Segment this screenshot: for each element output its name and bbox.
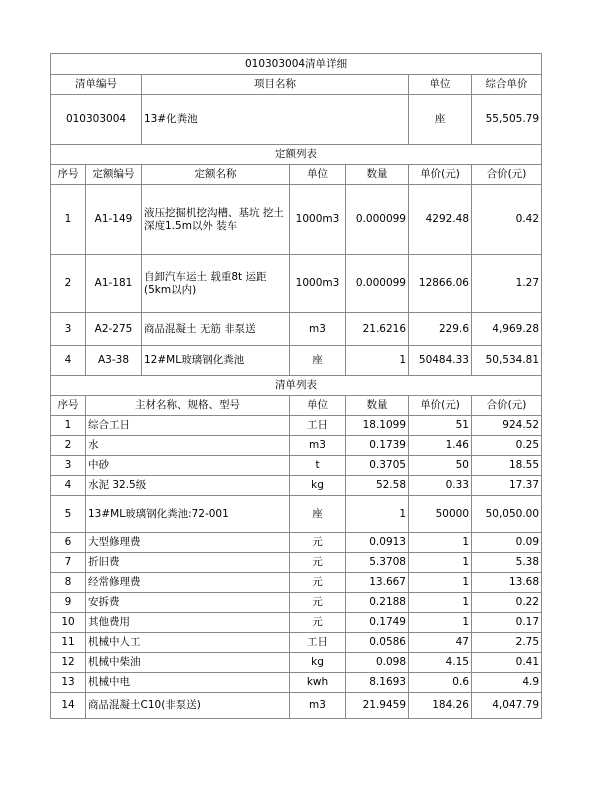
quota-row-qty: 0.000099: [346, 185, 409, 255]
bill-row-qty: 0.0913: [346, 533, 409, 553]
bill-row-qty: 0.1739: [346, 436, 409, 456]
quota-row-total: 0.42: [472, 185, 542, 255]
bill-row-total: 0.25: [472, 436, 542, 456]
quota-col-qty: 数量: [346, 165, 409, 185]
bill-row: [51, 653, 542, 673]
bill-row-name: 综合工日: [86, 416, 290, 436]
bill-row-name: 安拆费: [86, 593, 290, 613]
item-header-row: [51, 75, 542, 95]
bill-col-name: 主材名称、规格、型号: [86, 396, 290, 416]
bill-row-no: 6: [51, 533, 86, 553]
title-row: [51, 54, 542, 75]
bill-row-no: 13: [51, 673, 86, 693]
quota-row-unit: 座: [290, 346, 346, 376]
unit-header: 单位: [409, 75, 472, 95]
quota-col-name: 定额名称: [142, 165, 290, 185]
bill-row-total: 5.38: [472, 553, 542, 573]
bill-row-name: 13#ML玻璃钢化粪池:72-001: [86, 496, 290, 533]
bill-row-name: 机械中柴油: [86, 653, 290, 673]
bill-row-price: 1: [409, 613, 472, 633]
bill-row: [51, 613, 542, 633]
bill-row-price: 50: [409, 456, 472, 476]
bill-row-total: 0.09: [472, 533, 542, 553]
bill-row-qty: 18.1099: [346, 416, 409, 436]
bill-col-unit: 单位: [290, 396, 346, 416]
bill-row: [51, 416, 542, 436]
quota-row-name: 商品混凝土 无筋 非泵送: [142, 313, 290, 346]
quota-row-no: 1: [51, 185, 86, 255]
bill-row-qty: 5.3708: [346, 553, 409, 573]
bill-row-total: 13.68: [472, 573, 542, 593]
bill-row-price: 1: [409, 593, 472, 613]
bill-row-total: 4,047.79: [472, 693, 542, 719]
quota-row-code: A2-275: [86, 313, 142, 346]
bill-section-title: 清单列表: [51, 376, 542, 396]
bill-row-unit: kg: [290, 653, 346, 673]
bill-row: [51, 633, 542, 653]
bill-row-qty: 13.667: [346, 573, 409, 593]
bill-row-name: 其他费用: [86, 613, 290, 633]
bill-detail-table: [50, 53, 542, 719]
price-header: 综合单价: [472, 75, 542, 95]
quota-row-price: 12866.06: [409, 255, 472, 313]
bill-row-name: 中砂: [86, 456, 290, 476]
quota-row-code: A1-181: [86, 255, 142, 313]
quota-row-no: 4: [51, 346, 86, 376]
quota-row-name: 自卸汽车运土 载重8t 运距(5km以内): [142, 255, 290, 313]
quota-row-total: 4,969.28: [472, 313, 542, 346]
bill-row-no: 7: [51, 553, 86, 573]
name-header: 项目名称: [142, 75, 409, 95]
bill-row-total: 2.75: [472, 633, 542, 653]
bill-row-no: 3: [51, 456, 86, 476]
quota-row: [51, 346, 542, 376]
bill-row-no: 8: [51, 573, 86, 593]
bill-row-unit: 工日: [290, 416, 346, 436]
bill-row-no: 4: [51, 476, 86, 496]
bill-col-qty: 数量: [346, 396, 409, 416]
bill-row-name: 机械中人工: [86, 633, 290, 653]
bill-row-name: 水: [86, 436, 290, 456]
quota-row-qty: 0.000099: [346, 255, 409, 313]
quota-col-no: 序号: [51, 165, 86, 185]
item-price: 55,505.79: [472, 95, 542, 145]
bill-row-price: 1: [409, 573, 472, 593]
table-title: 010303004清单详细: [51, 54, 542, 75]
quota-row-name: 液压挖掘机挖沟槽、基坑 挖土深度1.5m以外 装车: [142, 185, 290, 255]
bill-row-unit: 工日: [290, 633, 346, 653]
quota-header-row: [51, 165, 542, 185]
quota-row-unit: 1000m3: [290, 185, 346, 255]
bill-row: [51, 533, 542, 553]
bill-col-price: 单价(元): [409, 396, 472, 416]
bill-row-total: 50,050.00: [472, 496, 542, 533]
bill-row-qty: 0.2188: [346, 593, 409, 613]
bill-row-qty: 21.9459: [346, 693, 409, 719]
bill-row-price: 51: [409, 416, 472, 436]
quota-row: [51, 185, 542, 255]
bill-row-qty: 0.098: [346, 653, 409, 673]
bill-row-qty: 52.58: [346, 476, 409, 496]
bill-row-price: 1: [409, 533, 472, 553]
bill-row-name: 大型修理费: [86, 533, 290, 553]
quota-row-total: 1.27: [472, 255, 542, 313]
item-unit: 座: [409, 95, 472, 145]
bill-row-no: 1: [51, 416, 86, 436]
bill-row: [51, 553, 542, 573]
code-header: 清单编号: [51, 75, 142, 95]
bill-row-unit: m3: [290, 436, 346, 456]
bill-row-total: 17.37: [472, 476, 542, 496]
bill-row-total: 0.22: [472, 593, 542, 613]
quota-row: [51, 255, 542, 313]
quota-row-code: A1-149: [86, 185, 142, 255]
item-name: 13#化粪池: [142, 95, 409, 145]
bill-row: [51, 693, 542, 719]
bill-header-row: [51, 396, 542, 416]
bill-row: [51, 593, 542, 613]
quota-row-no: 2: [51, 255, 86, 313]
quota-col-code: 定额编号: [86, 165, 142, 185]
bill-row-total: 924.52: [472, 416, 542, 436]
bill-row-price: 1.46: [409, 436, 472, 456]
quota-row-price: 229.6: [409, 313, 472, 346]
bill-row-price: 4.15: [409, 653, 472, 673]
bill-section-row: [51, 376, 542, 396]
bill-row-qty: 1: [346, 496, 409, 533]
bill-row-no: 5: [51, 496, 86, 533]
bill-row-unit: 元: [290, 593, 346, 613]
bill-row-no: 11: [51, 633, 86, 653]
quota-section-title: 定额列表: [51, 145, 542, 165]
bill-row-name: 经常修理费: [86, 573, 290, 593]
bill-row-unit: 座: [290, 496, 346, 533]
bill-row: [51, 456, 542, 476]
quota-col-total: 合价(元): [472, 165, 542, 185]
bill-row-unit: 元: [290, 533, 346, 553]
bill-row-unit: 元: [290, 573, 346, 593]
quota-row-qty: 21.6216: [346, 313, 409, 346]
bill-row-unit: 元: [290, 613, 346, 633]
quota-row-price: 50484.33: [409, 346, 472, 376]
bill-row-total: 0.41: [472, 653, 542, 673]
bill-row-unit: t: [290, 456, 346, 476]
bill-row-qty: 8.1693: [346, 673, 409, 693]
item-code: 010303004: [51, 95, 142, 145]
quota-section-row: [51, 145, 542, 165]
bill-row: [51, 673, 542, 693]
bill-row-total: 0.17: [472, 613, 542, 633]
bill-row-qty: 0.1749: [346, 613, 409, 633]
quota-row-qty: 1: [346, 346, 409, 376]
bill-row: [51, 436, 542, 456]
bill-row-unit: m3: [290, 693, 346, 719]
bill-row-no: 2: [51, 436, 86, 456]
bill-row-unit: kg: [290, 476, 346, 496]
bill-row-unit: kwh: [290, 673, 346, 693]
bill-row-name: 商品混凝土C10(非泵送): [86, 693, 290, 719]
bill-row-total: 4.9: [472, 673, 542, 693]
bill-row-unit: 元: [290, 553, 346, 573]
quota-row-no: 3: [51, 313, 86, 346]
quota-row-code: A3-38: [86, 346, 142, 376]
bill-row-no: 12: [51, 653, 86, 673]
bill-col-total: 合价(元): [472, 396, 542, 416]
bill-row-total: 18.55: [472, 456, 542, 476]
quota-row-total: 50,534.81: [472, 346, 542, 376]
bill-row: [51, 573, 542, 593]
quota-col-price: 单价(元): [409, 165, 472, 185]
quota-row-unit: m3: [290, 313, 346, 346]
quota-row-price: 4292.48: [409, 185, 472, 255]
bill-row-qty: 0.3705: [346, 456, 409, 476]
bill-row-price: 0.6: [409, 673, 472, 693]
bill-row-price: 184.26: [409, 693, 472, 719]
bill-row-no: 14: [51, 693, 86, 719]
bill-row-price: 47: [409, 633, 472, 653]
bill-col-no: 序号: [51, 396, 86, 416]
bill-row-no: 10: [51, 613, 86, 633]
item-row: [51, 95, 542, 145]
quota-row-unit: 1000m3: [290, 255, 346, 313]
bill-row-price: 50000: [409, 496, 472, 533]
bill-row: [51, 496, 542, 533]
bill-row-no: 9: [51, 593, 86, 613]
bill-row: [51, 476, 542, 496]
quota-row: [51, 313, 542, 346]
quota-col-unit: 单位: [290, 165, 346, 185]
bill-row-name: 折旧费: [86, 553, 290, 573]
quota-row-name: 12#ML玻璃钢化粪池: [142, 346, 290, 376]
bill-row-name: 机械中电: [86, 673, 290, 693]
bill-row-price: 0.33: [409, 476, 472, 496]
bill-row-name: 水泥 32.5级: [86, 476, 290, 496]
bill-row-qty: 0.0586: [346, 633, 409, 653]
bill-row-price: 1: [409, 553, 472, 573]
